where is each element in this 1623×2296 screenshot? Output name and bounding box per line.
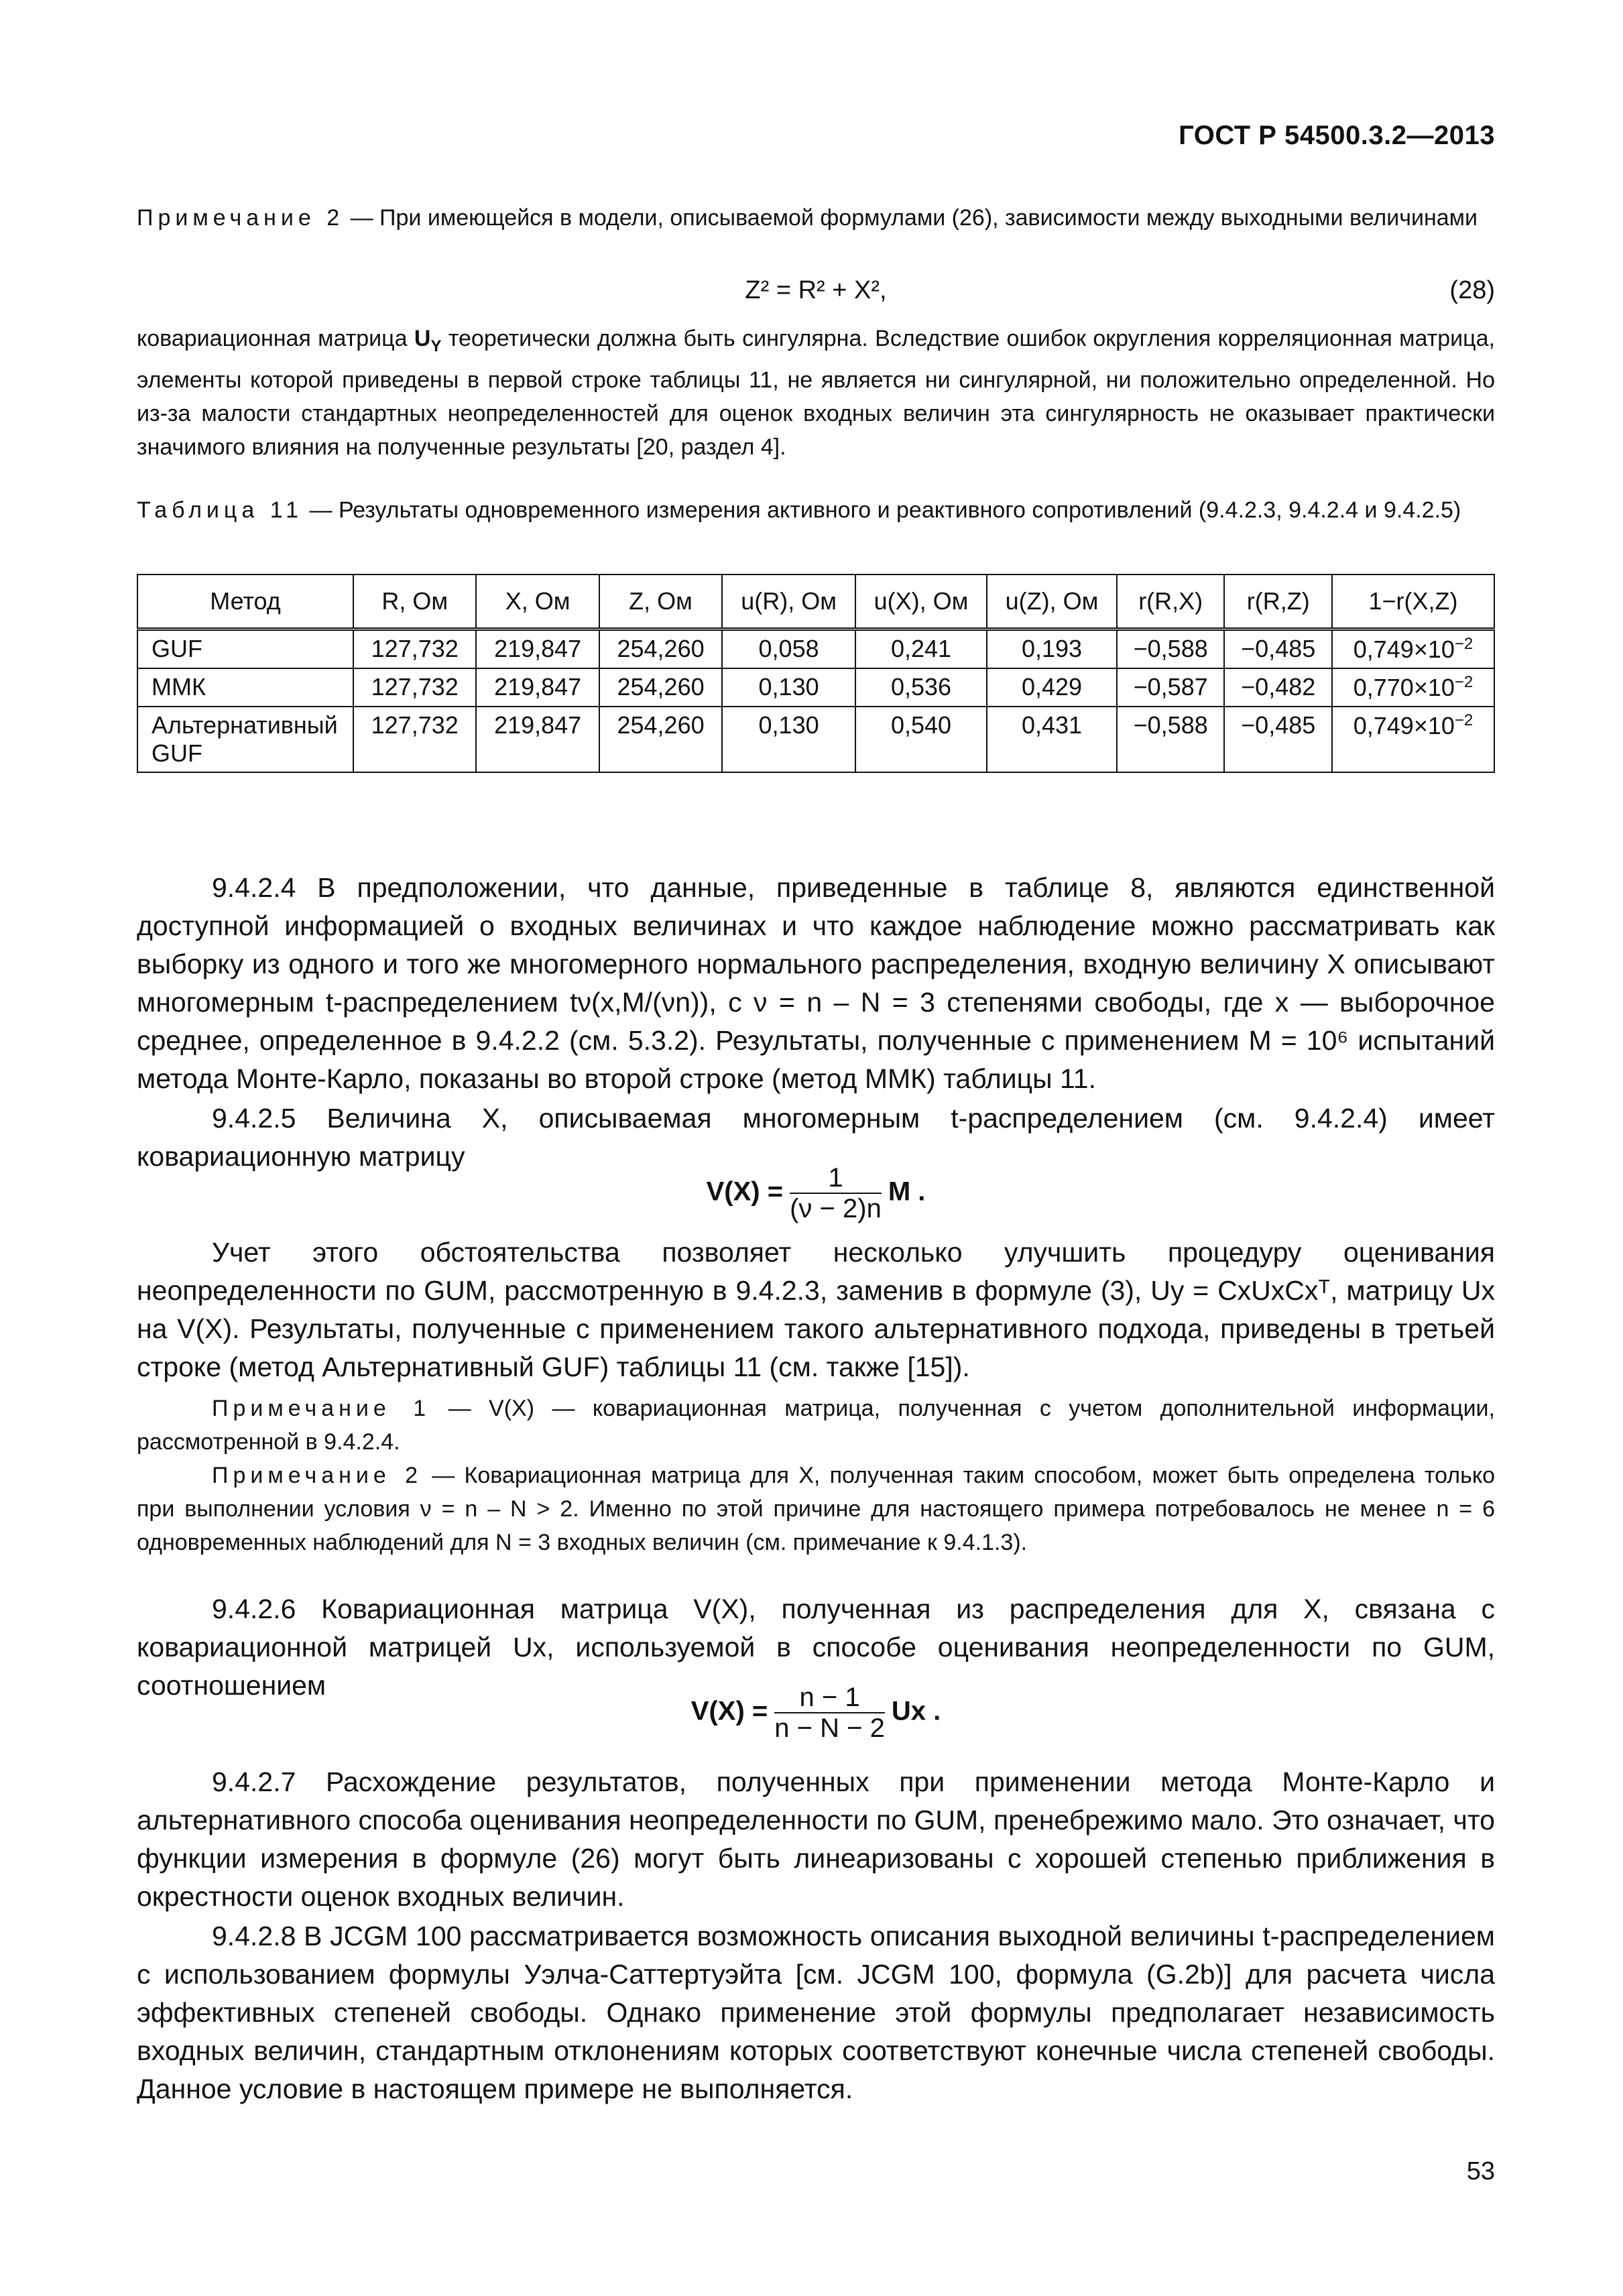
formula-lhs: V(X) = [706, 1176, 784, 1207]
note-2 [137, 1459, 1495, 1559]
formula-rhs: M . [888, 1176, 926, 1207]
note-text: — При имеющейся в модели, описываемой формулами (26), зависимости между выходными величинами [344, 205, 1478, 231]
table-cell: −0,587 [1117, 668, 1225, 707]
document-page [137, 0, 1495, 2296]
table-cell: 0,540 [855, 707, 987, 772]
table-cell: 0,429 [987, 668, 1117, 707]
table-cell: 127,732 [353, 629, 476, 669]
exponent: −2 [1454, 673, 1474, 691]
table-cell: 254,260 [599, 668, 722, 707]
header-cell: 1−r(X,Z) [1332, 575, 1494, 629]
mantissa: 0,770 [1353, 674, 1414, 701]
paragraph-9-4-2-7: 9.4.2.7 Расхождение результатов, полученных при применении метода Монте-Карло и альтернативного способа оценивания неопределенности по GUM, пренебрежимо мало. Это означает, что функции измерения в формуле (26) могут быть линеаризованы с хорошей степенью приближения в окрестности оценок входных величин. [137, 1766, 1495, 1912]
formula-fraction [774, 1683, 885, 1743]
fraction-numerator: 1 [790, 1163, 882, 1194]
table-cell: 219,847 [476, 668, 599, 707]
formula-28-number: (28) [1449, 276, 1495, 304]
table-row [137, 629, 1494, 669]
table-cell: 0,130 [722, 668, 855, 707]
table-cell: −0,482 [1224, 668, 1332, 707]
table-row [137, 707, 1494, 772]
mantissa: 0,749 [1353, 712, 1414, 739]
table-cell: 0,536 [855, 668, 987, 707]
table-cell: 127,732 [353, 668, 476, 707]
table-caption-label: Таблица 11 [137, 497, 304, 523]
formula-28-expression: Z² = R² + X², [745, 276, 887, 304]
table-caption-text: — Результаты одновременного измерения активного и реактивного сопротивлений (9.4.2.3, 9.4.2.4 и 9.4.2.5) [303, 497, 1461, 523]
formula-lhs: V(X) = [690, 1696, 768, 1726]
header-cell: R, Ом [353, 575, 476, 629]
table-cell: 0,130 [722, 707, 855, 772]
header-cell: r(R,Z) [1224, 575, 1332, 629]
table-cell: 254,260 [599, 707, 722, 772]
table-row [137, 668, 1494, 707]
header-cell: r(R,X) [1117, 575, 1225, 629]
header-cell: Метод [137, 575, 353, 629]
table-cell: −0,485 [1224, 629, 1332, 669]
table-cell: 0,431 [987, 707, 1117, 772]
note-cont-pre: ковариационная матрица [137, 326, 414, 351]
fraction-denominator: (ν − 2)n [790, 1194, 882, 1223]
method-cell: GUF [137, 629, 353, 669]
formula-fraction [790, 1163, 882, 1223]
table-header-row [137, 575, 1494, 629]
formula-28 [137, 276, 1495, 305]
table-cell: 0,193 [987, 629, 1117, 669]
table-cell: 127,732 [353, 707, 476, 772]
fraction-denominator: n − N − 2 [774, 1713, 885, 1743]
header-cell: u(R), Ом [722, 575, 855, 629]
table-cell [1332, 707, 1494, 772]
paragraph-9-4-2-6: 9.4.2.6 Ковариационная матрица V(X), полученная из распределения для X, связана с ковариационной матрицей Ux, используемой в способе оценивания неопределенности по GUM, соотношением [137, 1593, 1495, 1701]
paragraph-gum-alternative: Учет этого обстоятельства позволяет несколько улучшить процедуру оценивания неопределенности по GUM, рассмотренную в 9.4.2.3, заменив в формуле (3), Uy = CxUxCxᵀ, матрицу Ux на V(X). Результаты, полученные с применением такого альтернативного подхода, приведены в третьей строке (метод Альтернативный GUF) таблицы 11 (см. также [15]). [137, 1237, 1495, 1382]
note-text: — V(X) — ковариационная матрица, полученная с учетом дополнительной информации, рассмотренной в 9.4.2.4. [137, 1396, 1496, 1455]
table-11-caption [137, 493, 1495, 527]
note-label: Примечание 1 [212, 1396, 431, 1421]
table-cell: −0,485 [1224, 707, 1332, 772]
matrix-symbol: U [414, 326, 431, 351]
fraction-numerator: n − 1 [774, 1683, 885, 1713]
table-cell: 0,241 [855, 629, 987, 669]
formula-vx-1 [137, 1163, 1495, 1223]
paragraph-9-4-2-8: 9.4.2.8 В JCGM 100 рассматривается возможность описания выходной величины t-распределением с использованием формулы Уэлча-Саттертуэйта [см. JCGM 100, формула (G.2b)] для расчета числа эффективных степеней свободы. Однако применение этой формулы предполагает независимость входных величин, стандартным отклонениям которых соответствуют конечные числа степеней свободы. Данное условие в настоящем примере не выполняется. [137, 1921, 1495, 2104]
paragraph-9-4-2-5: 9.4.2.5 Величина X, описываемая многомерным t-распределением (см. 9.4.2.4) имеет ковариационную матрицу [137, 1103, 1495, 1172]
mantissa: 0,749 [1353, 636, 1414, 663]
table-cell [1332, 668, 1494, 707]
note-1 [137, 1392, 1495, 1459]
exponent: −2 [1454, 711, 1474, 729]
note-2-continuation [137, 322, 1495, 464]
header-cell: X, Ом [476, 575, 599, 629]
exponent: −2 [1454, 635, 1474, 653]
paragraph-9-4-2-4: 9.4.2.4 В предположении, что данные, приведенные в таблице 8, являются единственной доступной информацией о входных величинах и что каждое наблюдение можно рассматривать как выборку из одного и того же многомерного нормального распределения, входную величину X описывают многомерным t-распределением tν(x,M/(νn)), с ν = n – N = 3 степенями свободы, где x — выборочное среднее, определенное в 9.4.2.2 (см. 5.3.2). Результаты, полученные с применением M = 10⁶ испытаний метода Монте-Карло, показаны во второй строке (метод ММК) таблицы 11. [137, 872, 1495, 1094]
table-cell: 219,847 [476, 707, 599, 772]
table-cell: −0,588 [1117, 707, 1225, 772]
note-2-top [137, 201, 1495, 235]
results-table [137, 574, 1495, 773]
table-cell [1332, 629, 1494, 669]
formula-vx-2 [137, 1683, 1495, 1743]
method-cell: Альтернативный GUF [137, 707, 353, 772]
header-cell: u(Z), Ом [987, 575, 1117, 629]
times-ten: ×10 [1413, 712, 1455, 739]
note-text: — Ковариационная матрица для X, полученная таким способом, может быть определена только при выполнении условия ν = n – N > 2. Именно по этой причине для настоящего примера потребовалось не менее n = 6 одновременных наблюдений для N = 3 входных величин (см. примечание к 9.4.1.3). [137, 1463, 1495, 1555]
table-cell: −0,588 [1117, 629, 1225, 669]
times-ten: ×10 [1413, 674, 1455, 701]
page-number: 53 [1466, 2157, 1495, 2185]
formula-rhs: Ux . [891, 1696, 941, 1726]
header-cell: Z, Ом [599, 575, 722, 629]
table-cell: 219,847 [476, 629, 599, 669]
matrix-subscript: Y [430, 337, 442, 355]
table-cell: 0,058 [722, 629, 855, 669]
note-cont-post: теоретически должна быть сингулярна. Вследствие ошибок округления корреляционная матрица, элементы которой приведены в первой строке таблицы 11, не является ни сингулярной, ни положительно определенной. Но из-за малости стандартных неопределенностей для оценок входных величин эта сингулярность не оказывает практически значимого влияния на полученные результаты [20, раздел 4]. [137, 326, 1495, 460]
note-label: Примечание 2 [212, 1463, 422, 1488]
table-cell: 254,260 [599, 629, 722, 669]
header-cell: u(X), Ом [855, 575, 987, 629]
note-label: Примечание 2 [137, 205, 345, 231]
method-cell: ММК [137, 668, 353, 707]
times-ten: ×10 [1413, 636, 1455, 663]
document-code-header: ГОСТ Р 54500.3.2—2013 [1179, 121, 1495, 150]
